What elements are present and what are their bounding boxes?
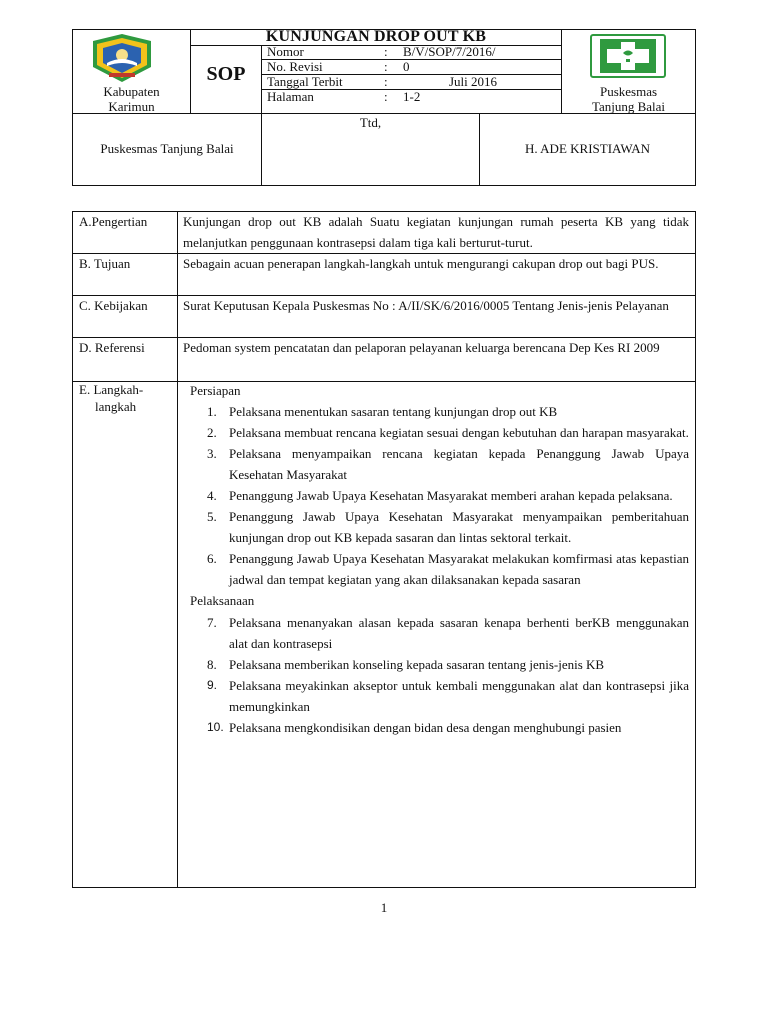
meta-label-revisi: No. Revisi bbox=[267, 59, 323, 74]
list-item bbox=[207, 717, 689, 738]
meta-value-halaman: 1-2 bbox=[403, 89, 421, 104]
meta-sep-halaman: : bbox=[384, 89, 388, 104]
right-caption-line-2: Tanjung Balai bbox=[591, 99, 666, 114]
sign-name: H. ADE KRISTIAWAN bbox=[525, 141, 650, 156]
meta-label-nomor: Nomor bbox=[267, 44, 304, 59]
text-pengertian: Kunjungan drop out KB adalah Suatu kegiatan kunjungan rumah peserta KB yang tidak melanjutkan penggunaan kontrasepsi dalam tiga kali berturut-turut. bbox=[183, 214, 689, 250]
health-cross-icon bbox=[590, 34, 666, 78]
right-logo-caption bbox=[562, 84, 695, 114]
step-text: Pelaksana membuat rencana kegiatan sesuai dengan kebutuhan dan harapan masyarakat. bbox=[229, 425, 689, 440]
step-number: 5. bbox=[207, 509, 217, 524]
steps-pelaksanaan bbox=[207, 612, 689, 738]
meta-value-revisi: 0 bbox=[403, 59, 410, 74]
meta-sep-nomor: : bbox=[384, 44, 388, 59]
group-pelaksanaan-title: Pelaksanaan bbox=[190, 593, 255, 608]
list-item bbox=[207, 401, 689, 422]
list-item bbox=[207, 654, 689, 675]
group-persiapan-title: Persiapan bbox=[190, 383, 241, 398]
list-item bbox=[207, 443, 689, 485]
label-langkah-line-2: langkah bbox=[95, 399, 137, 414]
step-number: 1. bbox=[207, 404, 217, 419]
label-tujuan: B. Tujuan bbox=[79, 256, 131, 271]
step-text: Penanggung Jawab Upaya Kesehatan Masyarakat menyampaikan pemberitahuan kunjungan drop out KB kepada sasaran dan lintas sektoral terkait. bbox=[229, 509, 689, 545]
list-item bbox=[207, 612, 689, 654]
document-title: KUNJUNGAN DROP OUT KB bbox=[265, 28, 487, 45]
step-number: 2. bbox=[207, 425, 217, 440]
left-logo-caption bbox=[73, 84, 190, 114]
label-referensi: D. Referensi bbox=[79, 340, 145, 355]
puskesmas-logo bbox=[590, 34, 666, 78]
meta-value-nomor: B/V/SOP/7/2016/ bbox=[403, 44, 496, 59]
crest-icon bbox=[89, 33, 155, 83]
right-caption-line-1: Puskesmas bbox=[599, 84, 658, 99]
list-item bbox=[207, 548, 689, 590]
langkah-content bbox=[183, 381, 689, 738]
list-item bbox=[207, 506, 689, 548]
list-item bbox=[207, 485, 689, 506]
step-text: Pelaksana memberikan konseling kepada sasaran tentang jenis-jenis KB bbox=[229, 657, 605, 672]
label-langkah-line-1: E. Langkah- bbox=[79, 382, 144, 397]
meta-sep-revisi: : bbox=[384, 59, 388, 74]
sop-label: SOP bbox=[206, 63, 246, 85]
meta-label-tanggal: Tanggal Terbit bbox=[267, 74, 343, 89]
step-text: Pelaksana meyakinkan akseptor untuk kembali menggunakan alat dan kontrasepsi jika memungkinkan bbox=[229, 678, 689, 714]
steps-persiapan bbox=[207, 401, 689, 590]
text-referensi: Pedoman system pencatatan dan pelaporan pelayanan keluarga berencana Dep Kes RI 2009 bbox=[183, 340, 660, 355]
step-text: Pelaksana menanyakan alasan kepada sasaran kenapa berhenti berKB menggunakan alat dan kontrasepsi bbox=[229, 615, 689, 651]
list-item bbox=[207, 422, 689, 443]
step-text: Penanggung Jawab Upaya Kesehatan Masyarakat melakukan komfirmasi atas kepastian jadwal dan tempat kegiatan yang akan dilaksanakan kepada sasaran bbox=[229, 551, 689, 587]
meta-label-halaman: Halaman bbox=[267, 89, 314, 104]
step-number: 6. bbox=[207, 551, 217, 566]
text-kebijakan: Surat Keputusan Kepala Puskesmas No : A/II/SK/6/2016/0005 Tentang Jenis-jenis Pelayanan bbox=[183, 298, 669, 313]
meta-value-tanggal: Juli 2016 bbox=[449, 74, 498, 89]
step-number: 10. bbox=[207, 720, 224, 734]
label-pengertian: A.Pengertian bbox=[79, 214, 148, 229]
label-langkah bbox=[79, 381, 143, 415]
step-number: 3. bbox=[207, 446, 217, 461]
step-number: 9. bbox=[207, 678, 218, 692]
sign-ttd: Ttd, bbox=[359, 115, 382, 130]
meta-sep-tanggal: : bbox=[384, 74, 388, 89]
step-number: 7. bbox=[207, 615, 217, 630]
step-text: Pelaksana menentukan sasaran tentang kunjungan drop out KB bbox=[229, 404, 558, 419]
left-caption-line-1: Kabupaten bbox=[103, 84, 160, 99]
kabupaten-logo bbox=[89, 33, 155, 83]
step-text: Pelaksana menyampaikan rencana kegiatan kepada Penanggung Jawab Upaya Kesehatan Masyarakat bbox=[229, 446, 689, 482]
left-caption-line-2: Karimun bbox=[108, 99, 155, 114]
page-number: 1 bbox=[380, 900, 388, 915]
step-number: 4. bbox=[207, 488, 217, 503]
step-number: 8. bbox=[207, 657, 217, 672]
label-kebijakan: C. Kebijakan bbox=[79, 298, 148, 313]
text-tujuan: Sebagain acuan penerapan langkah-langkah untuk mengurangi cakupan drop out bagi PUS. bbox=[183, 256, 659, 271]
step-text: Pelaksana mengkondisikan dengan bidan desa dengan menghubungi pasien bbox=[229, 720, 622, 735]
sign-organization: Puskesmas Tanjung Balai bbox=[100, 141, 234, 156]
list-item bbox=[207, 675, 689, 717]
step-text: Penanggung Jawab Upaya Kesehatan Masyarakat memberi arahan kepada pelaksana. bbox=[229, 488, 673, 503]
